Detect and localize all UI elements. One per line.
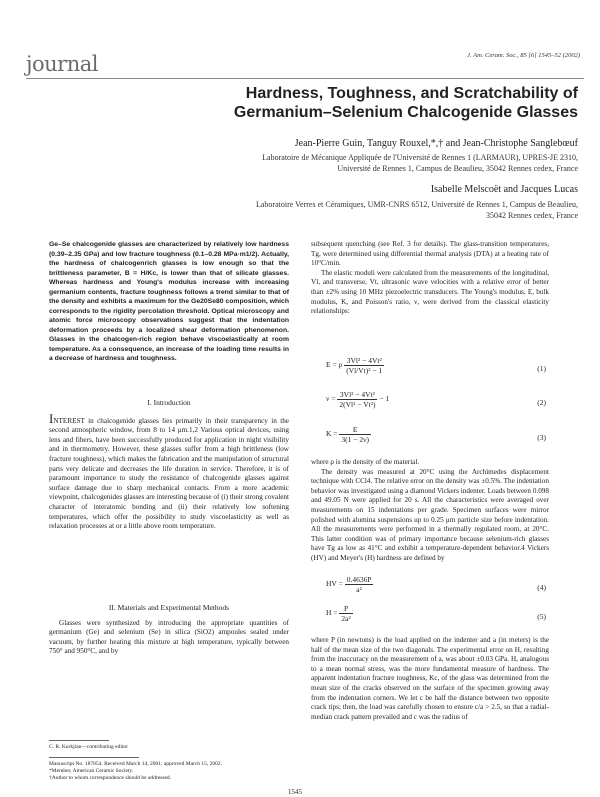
footnote-rule	[49, 757, 139, 758]
equation-4-lhs: HV =	[326, 579, 343, 589]
title-line-1: Hardness, Toughness, and Scratchability of	[245, 85, 578, 102]
affiliation-1	[158, 152, 578, 174]
equation-3-number: (3)	[537, 433, 546, 442]
paper-title	[198, 84, 578, 122]
equation-1	[326, 356, 546, 375]
equation-1-denominator: (Vl/Vt)² − 1	[346, 366, 383, 375]
equation-3	[326, 425, 546, 444]
equation-3-fraction	[339, 425, 371, 444]
section-heading-introduction: I. Introduction	[147, 398, 191, 407]
equation-2-fraction	[337, 390, 377, 409]
paragraph-elastic-moduli: The elastic moduli were calculated from the measurements of the longitudinal, Vl, and transverse, Vt, ultrasonic wave velocities with a relative error of better than ±2% using 10 MHz piezoelectric transducers. The Young's modulus, E, bulk modulus, K, and Poisson's ratio, ν, were derived from the classical elasticity relationships:	[311, 268, 549, 316]
introduction-body: NTEREST in chalcogenide glasses lies primarily in their transparency in the second atmospheric window, from 8 to 14 μm.1,2 Various optical devices, using lens and fibers, have been successfully produced for application in night visibility and in thermometry. However, these glasses suffer from a high brittleness (low fracture toughness), which makes the fabrication and the manipulation of structural parts very delicate and decreases the life duration in service. Therefore, it is of paramount importance to study the resistance of chalcogenide glasses against surface damage due to sharp mechanical contacts. From a more academic viewpoint, chalcogenides glasses are interesting because of (i) their strong covalent character of interatomic bonding and (ii) their relatively low softening temperatures, which offer the possibility to study viscoelasticity as well as relaxation processes at or a little above room temperature.	[49, 416, 289, 531]
equation-5-fraction	[339, 604, 352, 623]
journal-logo: journal	[26, 52, 98, 76]
right-column-bottom	[311, 636, 549, 722]
equation-2-tail: − 1	[379, 394, 390, 404]
contributing-editor: C. R. Kurkjian—contributing editor	[49, 744, 128, 750]
methods-section	[49, 603, 289, 657]
equation-4-denominator: a²	[356, 585, 362, 594]
author-group-2: Isabelle Melscoët and Jacques Lucas	[430, 184, 578, 195]
right-column-middle	[311, 458, 549, 564]
equation-3-denominator: 3(1 − 2ν)	[341, 435, 370, 444]
equation-3-lhs: K =	[326, 429, 338, 439]
paragraph-indentation: The density was measured at 20°C using the Archimedes displacement technique with CCl4. The relative error on the density was ±0.5%. The indentation behavior was investigated using a diamond Vickers indenter. Loads between 0.098 and 49.05 N were applied for 20 s. All the characteristics were averaged over measurements on 15 indentations per grade. Specimen surfaces were mirror polished with alumina suspensions up to 0.25 μm particle size before indentation. All the measurements were performed in a thermally regulated room, at 20°C. This latter condition was of primary importance because selenium-rich glasses have Tg as low as 41°C and exhibit a temperature-dependent behavior.4 Vickers (HV) and Meyer's (H) hardness are defined by	[311, 467, 549, 562]
equation-5-number: (5)	[537, 612, 546, 621]
footnote-correspondence: †Author to whom correspondence should be addressed.	[49, 775, 172, 781]
affiliation-1-line-2: Université de Rennes 1, Campus de Beaulieu, 35042 Rennes cedex, France	[337, 164, 578, 173]
equation-5-lhs: H =	[326, 608, 338, 618]
equation-4-number: (4)	[537, 583, 546, 592]
page-number: 1545	[288, 788, 302, 796]
abstract: Ge–Se chalcogenide glasses are characterized by relatively low hardness (0.39–2.35 GPa) and low fracture toughness (0.1–0.28 MPa·m1/2). Actually, the hardness of chalcogenrich glasses is low enough so that the brittleness parameter, B = H/Kc, is lower than that of silicate glasses. Whereas hardness and Young's modulus increase with increasing germanium contents, fracture toughness follows a trend similar to that of the density and exhibits a maximum for the Ge20Se80 composition, which corresponds to the rigidity percolation threshold. Optical microscopy and atomic force microscopy observations suggest that the indentation deformation proceeds by a localized shear deformation phenomenon. Glasses in the chalcogen-rich region behave viscoelastically at room temperature. As a consequence, an increase of the loading time results in a decrease of hardness and toughness.	[49, 241, 289, 362]
equation-1-lhs: E = ρ	[326, 360, 343, 370]
running-head: J. Am. Ceram. Soc., 85 [6] 1545–52 (2002)	[467, 52, 580, 59]
editor-rule	[49, 740, 109, 741]
title-line-2: Germanium–Selenium Chalcogenide Glasses	[233, 104, 578, 121]
section-heading-methods: II. Materials and Experimental Methods	[108, 603, 230, 612]
methods-text: Glasses were synthesized by introducing the appropriate quantities of germanium (Ge) and selenium (Se) in silica (SiO2) ampoules sealed under vacuum, by further heating this mixture at high temperature, typically between 750° and 950°C, and by	[49, 618, 289, 656]
affiliation-2-line-1: Laboratoire Verres et Céramiques, UMR-CNRS 6512, Université de Rennes 1, Campus de Beaulieu,	[255, 200, 578, 209]
equation-3-numerator: E	[339, 425, 371, 435]
drop-cap: I	[49, 410, 54, 426]
equation-2	[326, 390, 546, 409]
author-group-1: Jean-Pierre Guin, Tanguy Rouxel,*,† and Jean-Christophe Sanglebœuf	[294, 138, 578, 149]
equation-1-number: (1)	[537, 364, 546, 373]
equation-1-fraction	[344, 356, 384, 375]
equation-2-lhs: ν =	[326, 394, 336, 404]
equation-4-numerator: 0.4636P	[346, 575, 372, 584]
footnotes	[49, 761, 289, 782]
paragraph-glass-transition: subsequent quenching (see Ref. 3 for details). The glass-transition temperatures, Tg, were determined using differential thermal analysis (DTA) at a heating rate of 10°C/min.	[311, 240, 549, 268]
equation-2-numerator: 3Vl² − 4Vt²	[337, 390, 377, 400]
equation-1-numerator: 3Vl² − 4Vt²	[344, 356, 384, 366]
equation-2-number: (2)	[537, 398, 546, 407]
affiliation-1-line-1: Laboratoire de Mécanique Appliquée de l'Université de Rennes 1 (LARMAUR), UPRES-JE 2310,	[262, 153, 578, 162]
equation-4	[326, 575, 546, 594]
paragraph-density-definition: where ρ is the density of the material.	[311, 458, 420, 466]
footnote-member: *Member, American Ceramic Society.	[49, 768, 134, 774]
paragraph-hardness-toughness: where P (in newtons) is the load applied on the indenter and a (in meters) is the half of the mean size of the two diagonals. The experimental error on H, resulting from the inaccuracy on the measurement of a, was about ±0.03 GPa. H, analogous to a mean normal stress, was the more fundamental measure of hardness. The apparent indentation fracture toughness, Kc, of the glass was determined from the mean size of the cracks observed on the surface of the specimen growing away from the indentation corners. We let c be half the distance between two opposite crack tips; then, the load was carefully chosen to ensure c/a > 2.5, so that a radial-median crack pattern prevailed and c was the radius of	[311, 636, 549, 721]
affiliation-2-line-2: 35042 Rennes cedex, France	[486, 211, 578, 220]
introduction-section	[49, 398, 289, 532]
equation-4-fraction	[345, 575, 374, 594]
equation-2-denominator: 2(Vl² − Vt²)	[339, 400, 376, 409]
footnote-manuscript: Manuscript No. 187854. Received March 14, 2001; approved March 15, 2002.	[49, 761, 223, 767]
equation-5-denominator: 2a²	[341, 614, 351, 623]
affiliation-2	[158, 199, 578, 221]
equation-5-numerator: P	[339, 604, 352, 614]
introduction-text	[49, 410, 289, 532]
right-column	[311, 240, 549, 317]
header-rule	[26, 78, 584, 79]
equation-5	[326, 604, 546, 623]
